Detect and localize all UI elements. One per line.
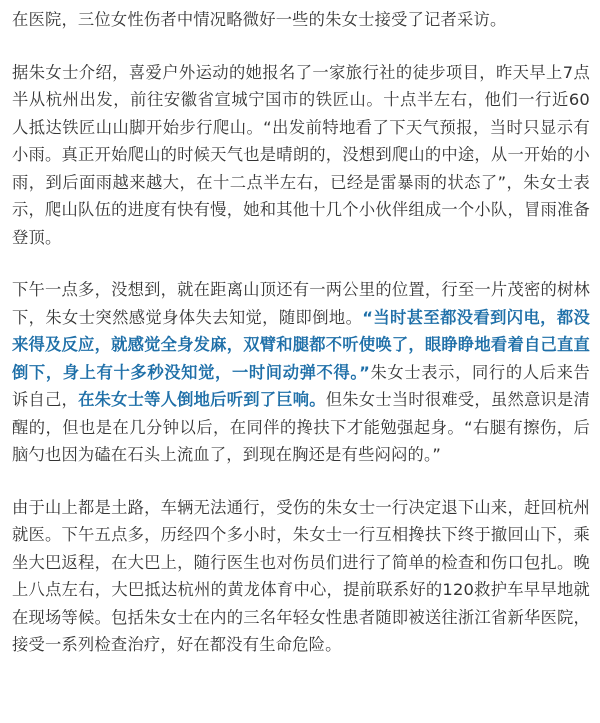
highlighted-statement: 在朱女士等人倒地后听到了巨响。 [78, 390, 326, 409]
paragraph-3-text-a: 下午一点多，没想到，就在距离山顶还有一两公里的位置，行至一片茂密的树林下，朱女士突然感觉身体失去知觉，随即倒地。 [12, 280, 590, 327]
paragraph-4-text: 由于山上都是土路，车辆无法通行，受伤的朱女士一行决定退下山来，赶回杭州就医。下午五点多，历经四个多小时，朱女士一行互相搀扶下终于撤回山下，乘坐大巴返程，在大巴上，随行医生也对伤员们进行了简单的检查和伤口包扎。晚上八点左右，大巴抵达杭州的黄龙体育中心，提前联系好的120救护车早早地就在现场等候。包括朱女士在内的三名年轻女性患者随即被送往浙江省新华医院，接受一系列检查治疗，好在都没有生命危险。 [12, 497, 590, 654]
paragraph-2 [12, 59, 590, 252]
paragraph-3-text-b: 朱女士表示，同行的人后来告诉自己， [12, 362, 590, 409]
paragraph-3 [12, 276, 590, 469]
paragraph-4 [12, 494, 590, 659]
paragraph-1-text: 在医院，三位女性伤者中情况略微好一些的朱女士接受了记者采访。 [12, 10, 507, 29]
paragraph-3-text-c: 但朱女士当时很难受，虽然意识是清醒的，但也是在几分钟以后，在同伴的搀扶下才能勉强起身。“右腿有擦伤，后脑勺也因为磕在石头上流血了，到现在胸还是有些闷闷的。” [12, 390, 590, 464]
highlighted-quote: “当时甚至都没看到闪电，都没来得及反应，就感觉全身发麻，双臂和腿都不听使唤了，眼睁睁地看着自己直直倒下，身上有十多秒没知觉，一时间动弹不得。” [12, 307, 590, 382]
paragraph-2-text: 据朱女士介绍，喜爱户外运动的她报名了一家旅行社的徒步项目，昨天早上7点半从杭州出发，前往安徽省宣城宁国市的铁匠山。十点半左右，他们一行近60人抵达铁匠山山脚开始步行爬山。“出发前特地看了下天气预报，当时只显示有小雨。真正开始爬山的时候天气也是晴朗的，没想到爬山的中途，从一开始的小雨，到后面雨越来越大，在十二点半左右，已经是雷暴雨的状态了”，朱女士表示，爬山队伍的进度有快有慢，她和其他十几个小伙伴组成一个小队，冒雨准备登顶。 [12, 62, 590, 247]
article-body [12, 6, 590, 684]
paragraph-1 [12, 6, 590, 34]
